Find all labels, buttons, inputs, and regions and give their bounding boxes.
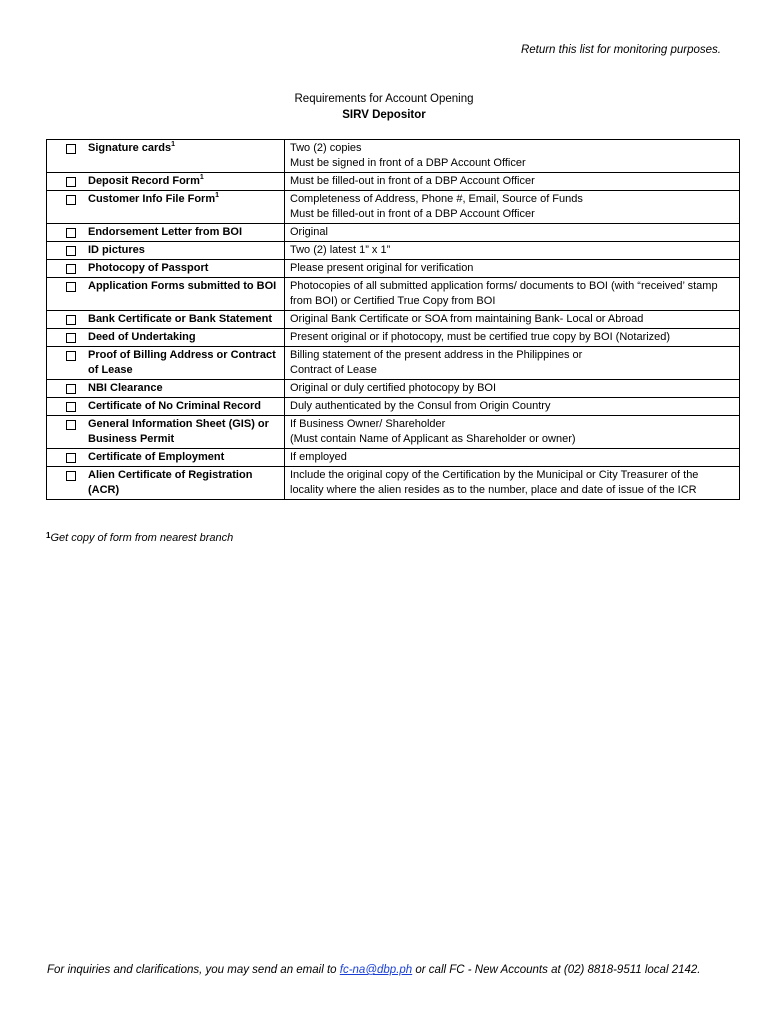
- requirement-name-text: Signature cards: [88, 142, 172, 154]
- table-row: [47, 311, 740, 329]
- requirement-details-cell: [285, 380, 740, 398]
- requirement-cell: [47, 329, 285, 347]
- requirement-details-cell: [285, 449, 740, 467]
- checkbox-icon[interactable]: [66, 453, 76, 463]
- requirement-detail: Must be signed in front of a DBP Account Officer: [290, 157, 526, 169]
- requirement-name: [88, 279, 279, 294]
- requirement-name: [88, 330, 279, 345]
- requirement-detail: Two (2) copies: [290, 142, 362, 154]
- requirement-name: [88, 312, 279, 327]
- requirement-cell: [47, 380, 285, 398]
- requirement-detail: Original or duly certified photocopy by BOI: [290, 382, 497, 394]
- table-row: [47, 224, 740, 242]
- requirement-details-cell: [285, 173, 740, 191]
- requirement-item: [47, 141, 279, 156]
- checkbox-icon[interactable]: [66, 264, 76, 274]
- footnote-ref: 1: [171, 141, 176, 148]
- requirement-item: [47, 261, 279, 276]
- requirement-detail: If Business Owner/ Shareholder: [290, 418, 446, 430]
- requirement-cell: [47, 416, 285, 449]
- requirement-item: [47, 468, 279, 498]
- checkbox-icon[interactable]: [66, 402, 76, 412]
- footnote-mark: 1: [46, 531, 51, 540]
- requirement-name-text: Certificate of No Criminal Record: [88, 400, 261, 412]
- table-row: [47, 278, 740, 311]
- requirement-cell: [47, 278, 285, 311]
- table-row: [47, 347, 740, 380]
- requirement-details-cell: [285, 347, 740, 380]
- requirement-cell: [47, 242, 285, 260]
- requirement-item: [47, 417, 279, 447]
- requirement-cell: [47, 260, 285, 278]
- checkbox-icon[interactable]: [66, 471, 76, 481]
- requirement-details-cell: [285, 398, 740, 416]
- footnote-ref: 1: [215, 192, 220, 199]
- requirement-cell: [47, 173, 285, 191]
- requirement-item: [47, 279, 279, 294]
- table-row: [47, 467, 740, 500]
- requirements-table-body: [47, 140, 740, 500]
- checkbox-icon[interactable]: [66, 282, 76, 292]
- table-row: [47, 398, 740, 416]
- requirement-name-text: Certificate of Employment: [88, 451, 225, 463]
- requirement-name-text: Alien Certificate of Registration (ACR): [88, 469, 253, 496]
- requirement-cell: [47, 398, 285, 416]
- table-row: [47, 140, 740, 173]
- requirement-details-cell: [285, 260, 740, 278]
- requirement-name-text: NBI Clearance: [88, 382, 163, 394]
- requirement-name-text: ID pictures: [88, 244, 145, 256]
- requirement-name-text: Photocopy of Passport: [88, 262, 209, 274]
- requirement-details-cell: [285, 329, 740, 347]
- checkbox-icon[interactable]: [66, 228, 76, 238]
- checkbox-icon[interactable]: [66, 315, 76, 325]
- requirement-cell: [47, 191, 285, 224]
- footnote-text: Get copy of form from nearest branch: [50, 532, 234, 544]
- checkbox-icon[interactable]: [66, 384, 76, 394]
- requirement-cell: [47, 449, 285, 467]
- table-row: [47, 191, 740, 224]
- requirement-name: [88, 192, 279, 207]
- requirement-detail: Billing statement of the present address in the Philippines or: [290, 349, 583, 361]
- footnote: [46, 531, 233, 544]
- requirement-cell: [47, 311, 285, 329]
- requirement-item: [47, 450, 279, 465]
- checkbox-icon[interactable]: [66, 195, 76, 205]
- contact-footer: [47, 964, 700, 976]
- requirement-details-cell: [285, 311, 740, 329]
- requirement-cell: [47, 140, 285, 173]
- requirement-name-text: Application Forms submitted to BOI: [88, 280, 277, 292]
- title-block: [0, 91, 768, 123]
- requirement-name-text: Deed of Undertaking: [88, 331, 196, 343]
- requirement-details-cell: [285, 467, 740, 500]
- requirement-item: [47, 348, 279, 378]
- footer-suffix: or call FC - New Accounts at (02) 8818-9511 local 2142.: [412, 964, 701, 976]
- requirement-item: [47, 225, 279, 240]
- requirement-name: [88, 417, 279, 447]
- requirement-name-text: Endorsement Letter from BOI: [88, 226, 243, 238]
- requirement-cell: [47, 347, 285, 380]
- requirement-name: [88, 399, 279, 414]
- requirement-detail: Original: [290, 226, 328, 238]
- requirement-detail: Please present original for verification: [290, 262, 474, 274]
- checkbox-icon[interactable]: [66, 144, 76, 154]
- requirement-name: [88, 348, 279, 378]
- requirement-detail: Completeness of Address, Phone #, Email, Source of Funds: [290, 193, 583, 205]
- requirement-name-text: General Information Sheet (GIS) or Business Permit: [88, 418, 269, 445]
- requirement-item: [47, 243, 279, 258]
- footer-prefix: For inquiries and clarifications, you may send an email to: [47, 964, 340, 976]
- requirement-details-cell: [285, 416, 740, 449]
- requirement-cell: [47, 467, 285, 500]
- requirement-item: [47, 399, 279, 414]
- requirement-detail: Duly authenticated by the Consul from Origin Country: [290, 400, 551, 412]
- table-row: [47, 449, 740, 467]
- requirement-details-cell: [285, 140, 740, 173]
- requirement-item: [47, 192, 279, 207]
- requirement-name-text: Customer Info File Form: [88, 193, 216, 205]
- requirement-details-cell: [285, 242, 740, 260]
- requirement-detail: Must be filled-out in front of a DBP Account Officer: [290, 175, 535, 187]
- requirement-name: [88, 243, 279, 258]
- page-title: Requirements for Account Opening: [294, 93, 474, 105]
- requirement-details-cell: [285, 191, 740, 224]
- requirement-name: [88, 174, 279, 189]
- checkbox-icon[interactable]: [66, 177, 76, 187]
- requirement-detail: If employed: [290, 451, 347, 463]
- return-note: Return this list for monitoring purposes.: [520, 44, 721, 56]
- email-link[interactable]: fc-na@dbp.ph: [339, 964, 413, 976]
- requirement-item: [47, 381, 279, 396]
- requirement-name: [88, 141, 279, 156]
- requirement-detail: Photocopies of all submitted application forms/ documents to BOI (with “received’ stamp from BOI) or Certified True Copy from BOI: [290, 280, 718, 307]
- requirement-item: [47, 174, 279, 189]
- checkbox-icon[interactable]: [66, 351, 76, 361]
- checkbox-icon[interactable]: [66, 246, 76, 256]
- table-row: [47, 260, 740, 278]
- requirement-name-text: Deposit Record Form: [88, 175, 200, 187]
- requirement-item: [47, 312, 279, 327]
- requirement-details-cell: [285, 278, 740, 311]
- requirement-details-cell: [285, 224, 740, 242]
- requirement-name-text: Bank Certificate or Bank Statement: [88, 313, 272, 325]
- table-row: [47, 329, 740, 347]
- requirement-name: [88, 225, 279, 240]
- table-row: [47, 380, 740, 398]
- requirement-detail: Contract of Lease: [290, 364, 377, 376]
- requirement-detail: (Must contain Name of Applicant as Shareholder or owner): [290, 433, 576, 445]
- requirements-table: [46, 139, 740, 500]
- table-row: [47, 173, 740, 191]
- table-row: [47, 242, 740, 260]
- requirement-name: [88, 468, 279, 498]
- page-subtitle: SIRV Depositor: [342, 109, 426, 121]
- requirement-name-text: Proof of Billing Address or Contract of Lease: [88, 349, 276, 376]
- requirement-cell: [47, 224, 285, 242]
- requirement-item: [47, 330, 279, 345]
- requirement-detail: Present original or if photocopy, must be certified true copy by BOI (Notarized): [290, 331, 671, 343]
- requirement-detail: Original Bank Certificate or SOA from maintaining Bank- Local or Abroad: [290, 313, 644, 325]
- requirement-detail: Two (2) latest 1” x 1”: [290, 244, 391, 256]
- requirement-name: [88, 381, 279, 396]
- footnote-ref: 1: [199, 174, 204, 181]
- checkbox-icon[interactable]: [66, 420, 76, 430]
- requirement-detail: Include the original copy of the Certification by the Municipal or City Treasurer of the locality where the alien resides as to the number, place and date of issue of the ICR: [290, 469, 699, 496]
- requirement-name: [88, 450, 279, 465]
- table-row: [47, 416, 740, 449]
- requirement-name: [88, 261, 279, 276]
- checkbox-icon[interactable]: [66, 333, 76, 343]
- requirement-detail: Must be filled-out in front of a DBP Account Officer: [290, 208, 535, 220]
